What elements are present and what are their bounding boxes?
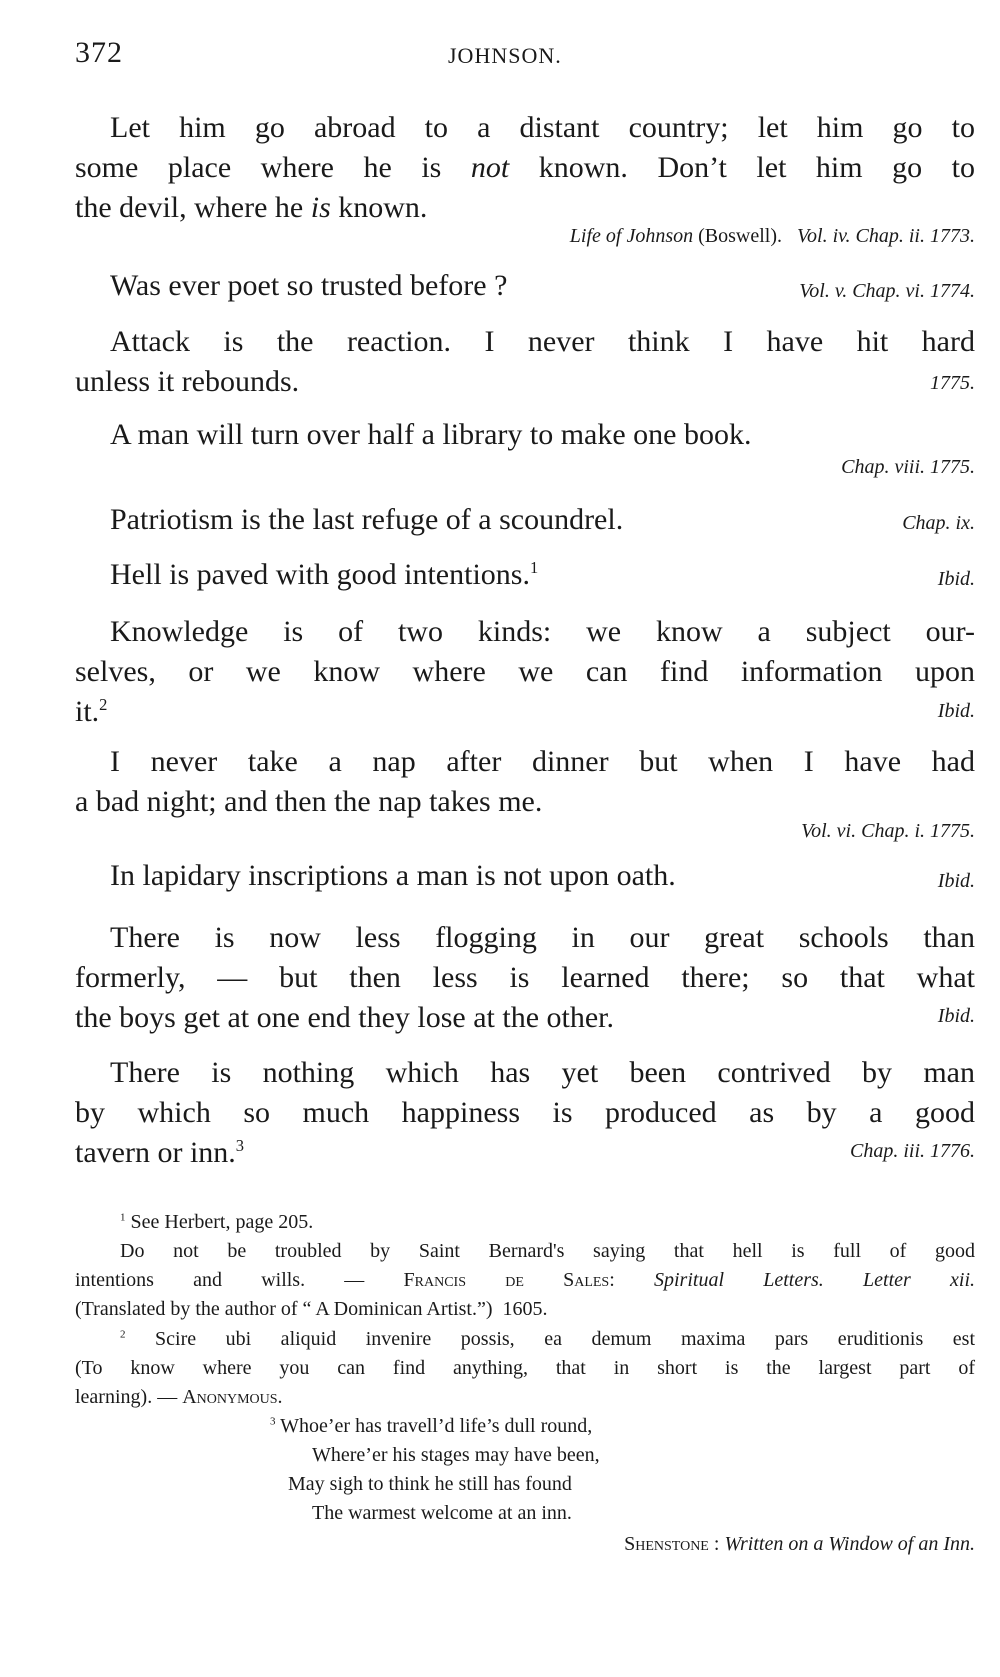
- quote-source: Ibid.: [937, 568, 975, 590]
- footnote-3-line: $^3$ Whoe’er has travell’d life’s dull round,: [270, 1415, 593, 1437]
- quote-source: Ibid.: [937, 1005, 975, 1027]
- page-number: 372: [75, 36, 123, 69]
- footnote-3-line: Where’er his stages may have been,: [312, 1444, 600, 1466]
- running-head: JOHNSON.: [448, 43, 562, 68]
- quote-source: Chap. iii. 1776.: [849, 1140, 975, 1162]
- quote-source: Vol. v. Chap. vi. 1774.: [799, 280, 975, 302]
- quote-source: Life of Johnson (Boswell). Vol. iv. Chap. ii. 1773.: [569, 225, 975, 247]
- footnote-1: $^1$ See Herbert, page 205. Do not be troubled by Saint Bernard's saying that hell is full of good intentions and wills. — Francis de Sales: Spiritual Letters. Letter xii. (Translated by the author of “ A Dominican Artist.”) 1605.: [75, 1211, 975, 1320]
- quote-patriotism: Patriotism is the last refuge of a scoundrel.: [110, 503, 624, 536]
- footnote-mark: 1: [529, 558, 539, 577]
- quote-hell: Hell is paved with good intentions.$^1$: [110, 558, 539, 591]
- quote-source: Ibid.: [937, 700, 975, 722]
- quote-source: 1775.: [930, 372, 975, 394]
- quote-poet: Was ever poet so trusted before ?: [110, 269, 508, 302]
- footnote-3-attribution: Shenstone : Written on a Window of an Inn.: [624, 1533, 975, 1555]
- footnote-mark: 2: [99, 695, 108, 714]
- quote-flogging: There is now less flogging in our great schools than formerly, — but then less is learned there; so that what the boys get at one end they lose at the other.: [75, 921, 975, 1034]
- quote-source: Chap. viii. 1775.: [841, 456, 975, 478]
- quote-source: Ibid.: [937, 870, 975, 892]
- footnote-mark: 3: [235, 1136, 245, 1155]
- quote-nap: I never take a nap after dinner but when I have had a bad night; and then the nap takes me.: [75, 745, 975, 818]
- quote-lapidary: In lapidary inscriptions a man is not upon oath.: [110, 859, 676, 892]
- quote-library: A man will turn over half a library to make one book.: [110, 418, 752, 451]
- footnote-3-line: May sigh to think he still has found: [288, 1473, 572, 1495]
- quote-line: Let him go abroad to a distant country; let him go to: [110, 111, 975, 144]
- quote-line: some place where he is not known. Don’t let him go to: [75, 151, 976, 184]
- footnote-3-line: The warmest welcome at an inn.: [312, 1502, 572, 1524]
- quote-source: Vol. vi. Chap. i. 1775.: [801, 820, 975, 842]
- quote-source: Chap. ix.: [902, 512, 975, 534]
- quote-line: the devil, where he is known.: [75, 191, 428, 224]
- quote-tavern: There is nothing which has yet been contrived by man by which so much happiness is produced as by a good tavern or inn.$^3$: [75, 1056, 975, 1169]
- footnote-2: $^2$ Scire ubi aliquid invenire possis, ea demum maxima pars eruditionis est (To know where you can find anything, that in short is the largest part of learning). — Anonymous.: [75, 1328, 975, 1408]
- quote-abroad: [75, 108, 975, 228]
- quote-attack: Attack is the reaction. I never think I have hit hard unless it rebounds.: [75, 325, 975, 398]
- quote-knowledge: Knowledge is of two kinds: we know a subject our- selves, or we know where we can find information upon it.$^2$: [75, 615, 975, 728]
